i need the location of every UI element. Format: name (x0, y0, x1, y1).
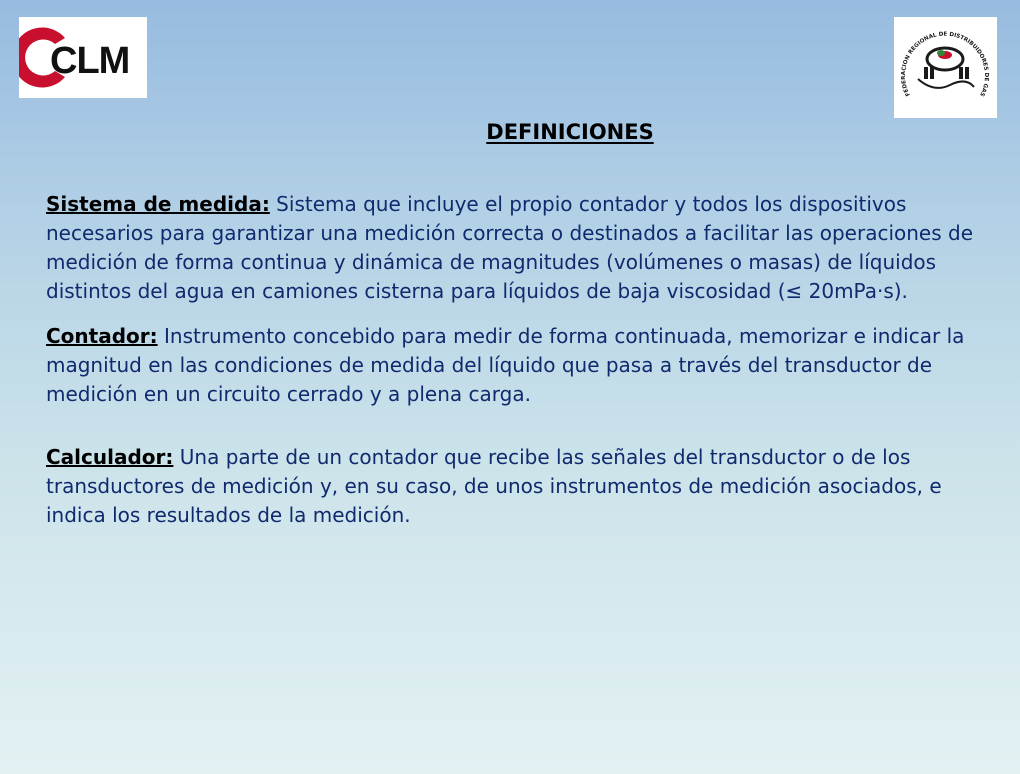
federation-logo (894, 17, 997, 118)
definitions-list (46, 190, 976, 530)
clm-logo-text: CLM (50, 40, 130, 82)
definition-term: Contador: (46, 324, 158, 348)
definition-sistema-de-medida (46, 190, 976, 306)
definition-text: Instrumento concebido para medir de forma continuada, memorizar e indicar la magnitud en las condiciones de medida del líquido que pasa a través del transductor de medición en un circuito cerrado y a plena carga. (46, 324, 965, 406)
federation-seal (894, 17, 997, 118)
clm-logo (19, 17, 147, 98)
definition-text: Sistema que incluye el propio contador y todos los dispositivos necesarios para garantizar una medición correcta o destinados a facilitar las operaciones de medición de forma continua y dinámica de magnitudes (volúmenes o masas) de líquidos distintos del agua en camiones cisterna para líquidos de baja viscosidad (≤ 20mPa·s). (46, 192, 974, 303)
definition-contador (46, 322, 976, 409)
definition-term: Calculador: (46, 445, 174, 469)
page-title: DEFINICIONES (486, 120, 654, 144)
definition-text: Una parte de un contador que recibe las señales del transductor o de los transductores de medición y, en su caso, de unos instrumentos de medición asociados, e indica los resultados de la medición. (46, 445, 942, 527)
seal-text: FEDERACION REGIONAL DE DISTRIBUIDORES DE GAS (900, 31, 990, 98)
definition-term: Sistema de medida: (46, 192, 270, 216)
definition-calculador (46, 443, 976, 530)
clm-logo-graphic (19, 17, 147, 98)
